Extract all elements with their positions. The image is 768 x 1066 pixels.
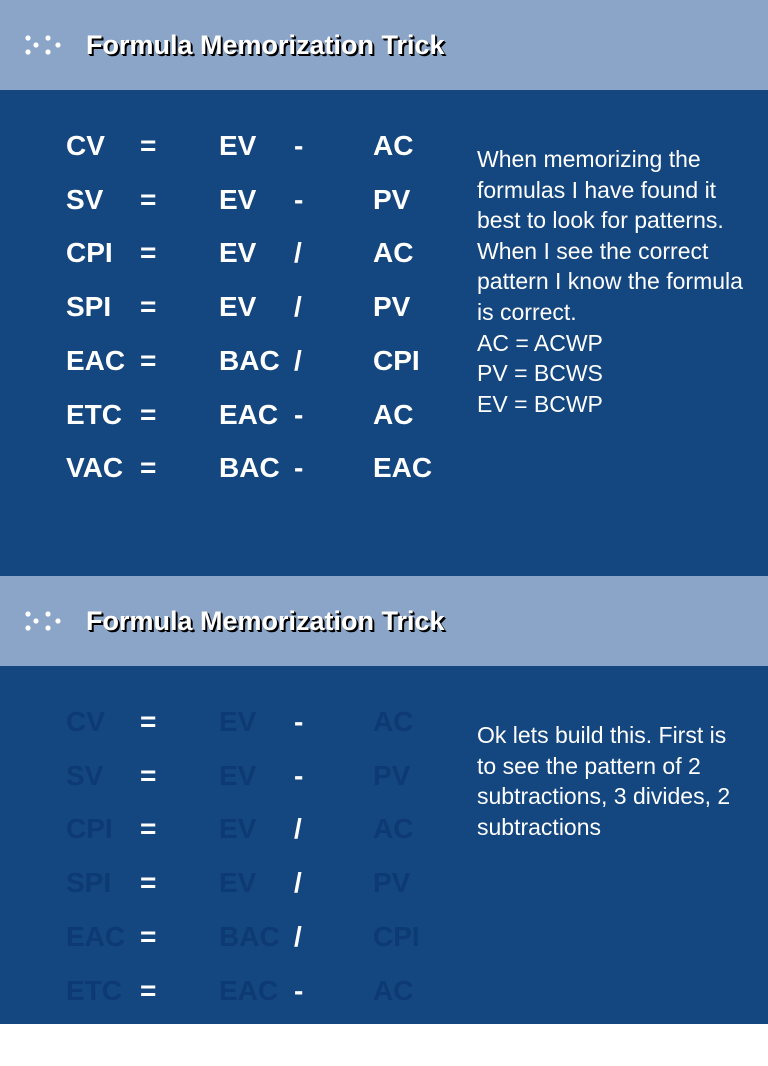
- formula-operator: /: [294, 291, 302, 322]
- formula-equals: =: [140, 867, 157, 898]
- formula-operand-1: EV: [219, 706, 257, 737]
- dotted-bullet-icon: [24, 34, 66, 58]
- formula-operand-2: CPI: [373, 345, 420, 376]
- formula-lhs: CPI: [66, 813, 113, 844]
- formula-equals: =: [140, 291, 157, 322]
- formula-operator: -: [294, 975, 304, 1006]
- formula-operand-1: EV: [219, 813, 257, 844]
- formula-lhs: SV: [66, 760, 104, 791]
- dotted-bullet-icon: [24, 610, 66, 634]
- formula-operand-1: EV: [219, 291, 257, 322]
- note-definition: PV = BCWS: [477, 360, 603, 387]
- formula-lhs: CPI: [66, 237, 113, 268]
- formula-operator: -: [294, 399, 304, 430]
- formula-operator: /: [294, 237, 302, 268]
- formula-operand-1: EV: [219, 760, 257, 791]
- slide-title: Formula Memorization Trick: [86, 606, 445, 636]
- formula-operand-2: PV: [373, 291, 411, 322]
- formula-operand-2: PV: [373, 760, 411, 791]
- formula-operator: -: [294, 184, 304, 215]
- formula-operand-2: AC: [373, 813, 414, 844]
- formula-operator: /: [294, 345, 302, 376]
- formula-operand-1: BAC: [219, 452, 280, 483]
- note-paragraph: Ok lets build this. First is to see the pattern of 2 subtractions, 3 divides, 2 subtractions: [477, 722, 731, 840]
- formula-lhs: CV: [66, 130, 105, 161]
- formula-operand-2: PV: [373, 184, 411, 215]
- formula-operand-1: BAC: [219, 921, 280, 952]
- formula-operator: -: [294, 452, 304, 483]
- formula-operator: -: [294, 760, 304, 791]
- slide-title-bar: [0, 576, 768, 666]
- formula-operator: /: [294, 867, 302, 898]
- formula-operand-1: EV: [219, 130, 257, 161]
- formula-equals: =: [140, 130, 157, 161]
- slide-title: Formula Memorization Trick: [86, 30, 445, 60]
- formula-equals: =: [140, 706, 157, 737]
- note-definition: AC = ACWP: [477, 329, 603, 356]
- note-paragraph: When memorizing the formulas I have found it best to look for patterns. When I see the correct pattern I know the formula is correct.: [477, 146, 743, 325]
- formula-lhs: ETC: [66, 399, 122, 430]
- slide-title-bar: [0, 0, 768, 90]
- formula-lhs: SPI: [66, 867, 112, 898]
- formula-operand-2: EAC: [373, 452, 433, 483]
- formula-operand-2: AC: [373, 399, 414, 430]
- formula-equals: =: [140, 921, 157, 952]
- formula-operand-2: CPI: [373, 921, 420, 952]
- note-definition: EV = BCWP: [477, 390, 603, 417]
- formula-operand-2: PV: [373, 867, 411, 898]
- formula-operand-2: AC: [373, 975, 414, 1006]
- formula-operand-2: AC: [373, 130, 414, 161]
- formula-operand-1: EAC: [219, 975, 279, 1006]
- formula-lhs: ETC: [66, 975, 122, 1006]
- explanation-note: [477, 720, 747, 842]
- formula-table: [0, 666, 460, 1066]
- formula-operand-1: EV: [219, 867, 257, 898]
- formula-operand-1: BAC: [219, 345, 280, 376]
- formula-equals: =: [140, 760, 157, 791]
- formula-equals: =: [140, 184, 157, 215]
- formula-equals: =: [140, 452, 157, 483]
- formula-operator: /: [294, 921, 302, 952]
- formula-equals: =: [140, 345, 157, 376]
- formula-equals: =: [140, 975, 157, 1006]
- formula-lhs: SPI: [66, 291, 112, 322]
- formula-lhs: EAC: [66, 345, 126, 376]
- formula-lhs: VAC: [66, 452, 124, 483]
- formula-equals: =: [140, 237, 157, 268]
- formula-lhs: EAC: [66, 921, 126, 952]
- formula-operator: /: [294, 813, 302, 844]
- formula-equals: =: [140, 813, 157, 844]
- formula-operand-1: EAC: [219, 399, 279, 430]
- formula-lhs: CV: [66, 706, 105, 737]
- slide-2: [0, 576, 768, 1024]
- formula-table: [0, 90, 460, 490]
- formula-operator: -: [294, 130, 304, 161]
- formula-operand-2: AC: [373, 706, 414, 737]
- explanation-note: [477, 144, 747, 419]
- formula-operand-1: EV: [219, 184, 257, 215]
- formula-lhs: SV: [66, 184, 104, 215]
- formula-operator: -: [294, 706, 304, 737]
- formula-operand-1: EV: [219, 237, 257, 268]
- formula-equals: =: [140, 399, 157, 430]
- formula-operand-2: AC: [373, 237, 414, 268]
